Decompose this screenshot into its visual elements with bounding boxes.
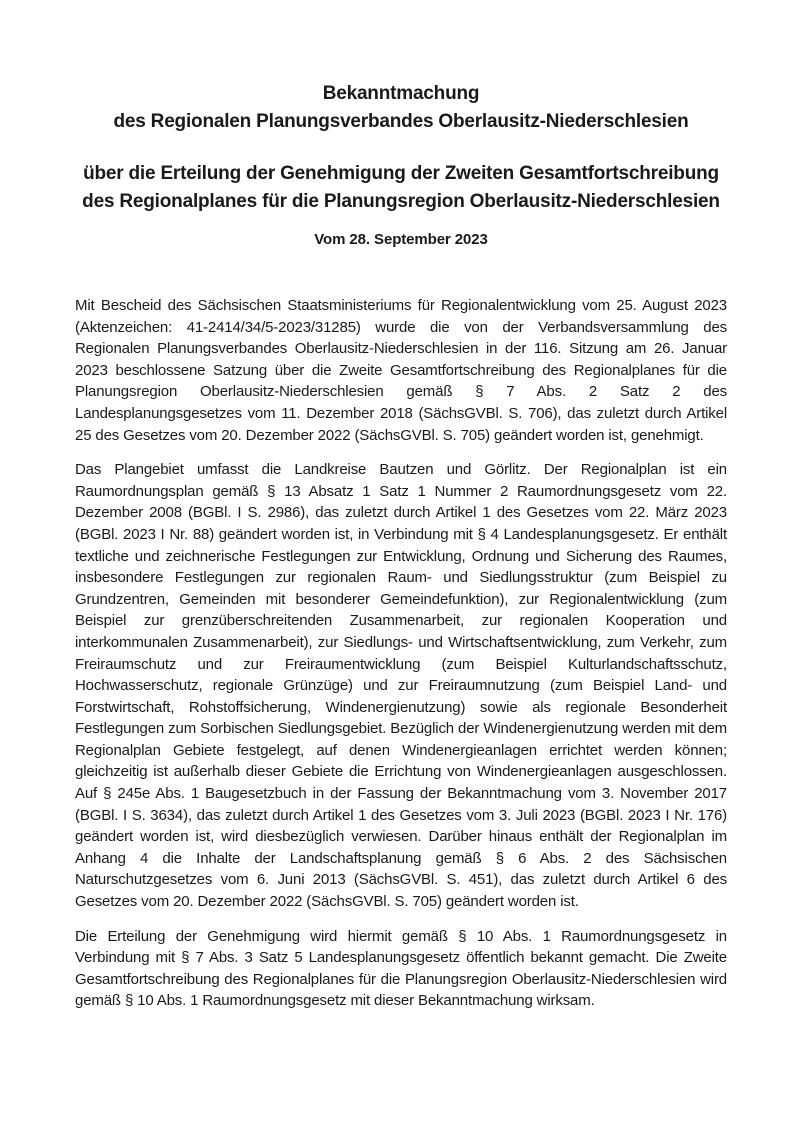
- title-line-1: Bekanntmachung: [322, 83, 480, 104]
- subtitle-line-2: des Regionalplanes für die Planungsregion Oberlausitz-Niederschlesien: [82, 191, 720, 212]
- subtitle-line-1: über die Erteilung der Genehmigung der Zweiten Gesamtfortschreibung: [83, 163, 719, 184]
- paragraph-effectiveness: Die Erteilung der Genehmigung wird hiermit gemäß § 10 Abs. 1 Raumordnungsgesetz in Verbindung mit § 7 Abs. 3 Satz 5 Landesplanungsgesetz öffentlich bekannt gemacht. Die Zweite Gesamtfortschreibung des Regionalplanes für die Planungsregion Oberlausitz-Niederschlesien wird gemäß § 10 Abs. 1 Raumordnungsgesetz mit dieser Bekanntmachung wirksam.: [75, 927, 727, 1010]
- document-subtitle: [75, 160, 727, 216]
- document-date: Vom 28. September 2023: [314, 231, 488, 248]
- document-title: [75, 80, 727, 136]
- paragraph-approval: Mit Bescheid des Sächsischen Staatsministeriums für Regionalentwicklung vom 25. August 2023 (Aktenzeichen: 41-2414/34/5-2023/31285) wurde die von der Verbandsversammlung des Regionalen Planungsverbandes Oberlausitz-Niederschlesien in der 116. Sitzung am 26. Januar 2023 beschlossene Satzung über die Zweite Gesamtfortschreibung des Regionalplanes für die Planungsregion Oberlausitz-Niederschlesien gemäß § 7 Abs. 2 Satz 2 des Landesplanungsgesetzes vom 11. Dezember 2018 (SächsGVBl. S. 706), das zuletzt durch Artikel 25 des Gesetzes vom 20. Dezember 2022 (SächsGVBl. S. 705) geändert worden ist, genehmigt.: [75, 297, 727, 444]
- title-line-2: des Regionalen Planungsverbandes Oberlausitz-Niederschlesien: [113, 111, 689, 132]
- document-body: [75, 295, 727, 1012]
- paragraph-plan-contents: Das Plangebiet umfasst die Landkreise Bautzen und Görlitz. Der Regionalplan ist ein Raumordnungsplan gemäß § 13 Absatz 1 Satz 1 Nummer 2 Raumordnungsgesetz vom 22. Dezember 2008 (BGBl. I S. 2986), das zuletzt durch Artikel 1 des Gesetzes vom 22. März 2023 (BGBl. 2023 I Nr. 88) geändert worden ist, in Verbindung mit § 4 Landesplanungsgesetz. Er enthält textliche und zeichnerische Festlegungen zur Entwicklung, Ordnung und Sicherung des Raumes, insbesondere Festlegungen zur regionalen Raum- und Siedlungsstruktur (zum Beispiel zu Grundzentren, Gemeinden mit besonderer Gemeindefunktion), zur Regionalentwicklung (zum Beispiel zur grenzüberschreitenden Zusammenarbeit, zur regionalen Kooperation und interkommunalen Zusammenarbeit), zur Siedlungs- und Wirtschaftsentwicklung, zum Verkehr, zum Freiraumschutz und zur Freiraumentwicklung (zum Beispiel Kulturlandschaftsschutz, Hochwasserschutz, regionale Grünzüge) und zur Freiraumnutzung (zum Beispiel Land- und Forstwirtschaft, Rohstoffsicherung, Windenergienutzung) sowie als regionale Besonderheit Festlegungen zum Sorbischen Siedlungsgebiet. Bezüglich der Windenergienutzung werden mit dem Regionalplan Gebiete festgelegt, auf denen Windenergieanlagen errichtet werden können; gleichzeitig ist außerhalb dieser Gebiete die Errichtung von Windenergieanlagen ausgeschlossen. Auf § 245e Abs. 1 Baugesetzbuch in der Fassung der Bekanntmachung vom 3. November 2017 (BGBl. I S. 3634), das zuletzt durch Artikel 1 des Gesetzes vom 3. Juli 2023 (BGBl. 2023 I Nr. 176) geändert worden ist, wird diesbezüglich verwiesen. Darüber hinaus enthält der Regionalplan im Anhang 4 die Inhalte der Landschaftsplanung gemäß § 6 Abs. 2 des Sächsischen Naturschutzgesetzes vom 6. Juni 2013 (SächsGVBl. S. 451), das zuletzt durch Artikel 6 des Gesetzes vom 20. Dezember 2022 (SächsGVBl. S. 705) geändert worden ist.: [75, 461, 727, 911]
